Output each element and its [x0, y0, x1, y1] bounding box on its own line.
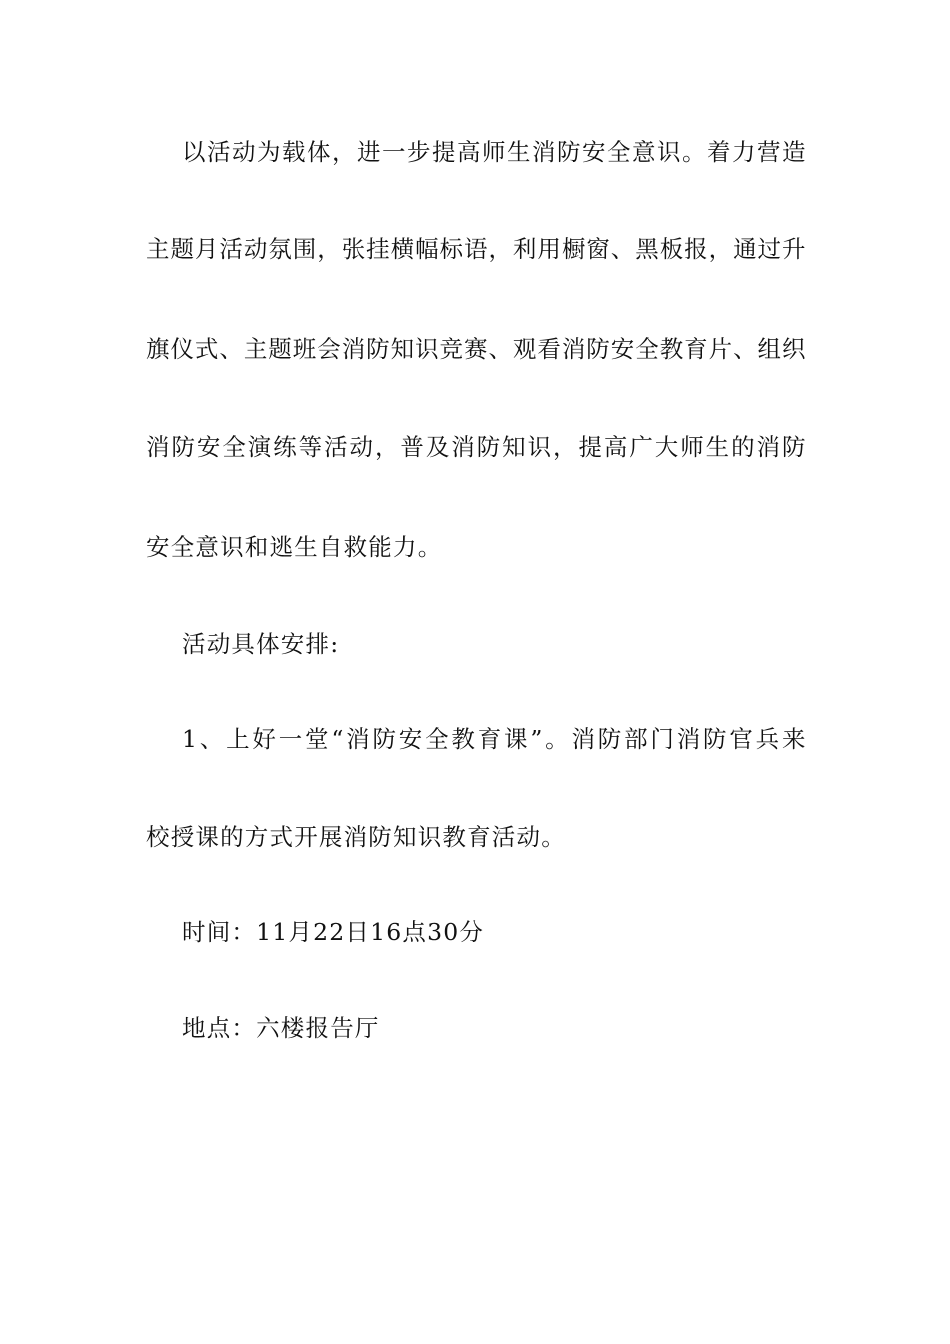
- schedule-heading: 活动具体安排:: [182, 630, 340, 658]
- paragraph-1-line-1: 以活动为载体，进一步提高师生消防安全意识。着力营造: [182, 138, 806, 166]
- item-1-line-1: 1、上好一堂“消防安全教育课”。消防部门消防官兵来: [182, 725, 806, 753]
- item-1-line-2: 校授课的方式开展消防知识教育活动。: [146, 823, 566, 851]
- paragraph-1-line-4: 消防安全演练等活动，普及消防知识，提高广大师生的消防: [146, 433, 806, 461]
- location-line: 地点：六楼报告厅: [182, 1014, 380, 1042]
- paragraph-1-line-3: 旗仪式、主题班会消防知识竞赛、观看消防安全教育片、组织: [146, 335, 806, 363]
- paragraph-1-line-2: 主题月活动氛围，张挂横幅标语，利用橱窗、黑板报，通过升: [146, 235, 806, 263]
- paragraph-1-line-5: 安全意识和逃生自救能力。: [146, 533, 443, 561]
- time-line: 时间：11月22日16点30分: [182, 918, 485, 946]
